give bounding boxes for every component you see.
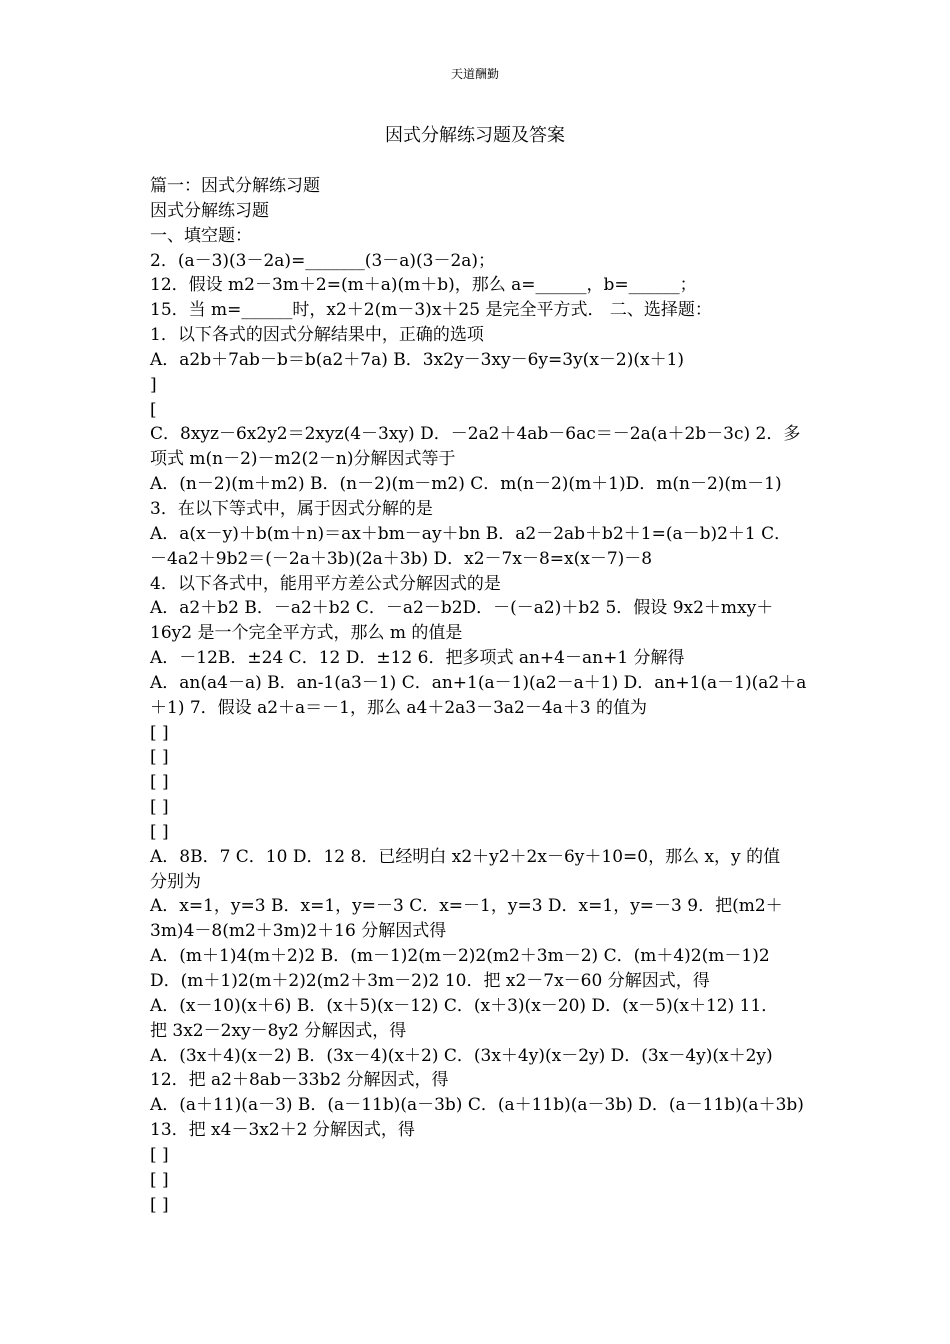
text-line: A．(m＋1)4(m＋2)2 B．(m－1)2(m－2)2(m2＋3m－2) C．(m＋4)2(m－1)2 [150,946,770,967]
text-line: 分别为 [150,871,201,892]
text-line: [ ] [150,772,169,793]
document-body [150,174,810,1217]
text-line: A．－12B．±24 C．12 D．±12 6．把多项式 an+4－an+1 分解得 [150,648,685,669]
text-line: [ ] [150,1194,169,1215]
text-line: [ ] [150,797,169,818]
text-line: [ ] [150,1144,169,1165]
text-line: 12．把 a2＋8ab－33b2 分解因式，得 [150,1070,449,1091]
text-line: 1．以下各式的因式分解结果中，正确的选项 [150,325,484,346]
text-line: 篇一：因式分解练习题 [150,176,320,196]
text-line: 一、填空题： [150,225,252,246]
text-line: 12．假设 m2－3m＋2=(m＋a)(m＋b)，那么 a=______，b=______； [150,275,697,296]
text-line: 2．(a－3)(3－2a)=_______(3－a)(3－2a)； [150,250,496,271]
text-line: 3m)4－8(m2＋3m)2＋16 分解因式得 [150,921,447,942]
text-line: [ ] [150,747,169,768]
page-header: 天道酬勤 [450,67,499,81]
text-line: 把 3x2－2xy－8y2 分解因式，得 [150,1020,407,1041]
text-line: A．(3x＋4)(x－2) B．(3x－4)(x＋2) C．(3x＋4y)(x－2y) D．(3x－4y)(x＋2y) [150,1045,773,1066]
text-line: 因式分解练习题 [150,200,269,221]
text-line: [ [150,399,157,420]
text-line: －4a2＋9b2＝(－2a＋3b)(2a＋3b) D．x2－7x－8=x(x－7)－8 [150,548,653,569]
text-line: ＋1) 7．假设 a2＋a＝－1，那么 a4＋2a3－3a2－4a＋3 的值为 [150,697,648,718]
text-line: A．(a＋11)(a－3) B．(a－11b)(a－3b) C．(a＋11b)(a－3b) D．(a－11b)(a＋3b) [150,1095,804,1116]
text-line: A．a2＋b2 B．－a2＋b2 C．－a2－b2D．－(－a2)＋b2 5．假设 9x2＋mxy＋ [150,598,774,619]
text-line: 16y2 是一个完全平方式，那么 m 的值是 [150,623,463,644]
text-line: [ ] [150,1169,169,1190]
text-line: [ ] [150,821,169,842]
text-line: 3．在以下等式中，属于因式分解的是 [150,498,433,519]
text-line: A．a(x－y)＋b(m＋n)＝ax＋bm－ay＋bn B．a2－2ab＋b2＋1=(a－b)2＋1 C． [150,523,792,544]
text-line: 4．以下各式中，能用平方差公式分解因式的是 [150,573,501,594]
text-line: C．8xyz－6x2y2＝2xyz(4－3xy) D．－2a2＋4ab－6ac＝－2a(a＋2b－3c) 2．多 [150,424,801,445]
document-title: 因式分解练习题及答案 [385,125,565,146]
text-line: A．x=1，y=3 B．x=1，y=－3 C．x=－1，y=3 D．x=1，y=－3 9．把(m2＋ [150,896,783,917]
text-line: A．(n－2)(m＋m2) B．(n－2)(m－m2) C．m(n－2)(m＋1)D．m(n－2)(m－1) [150,474,782,495]
text-line: ] [150,374,157,395]
text-line: D．(m＋1)2(m＋2)2(m2＋3m－2)2 10．把 x2－7x－60 分解因式，得 [150,971,710,991]
text-line: A．8B．7 C．10 D．12 8．已经明白 x2＋y2＋2x－6y＋10=0，那么 x，y 的值 [150,846,781,867]
text-line: 13．把 x4－3x2＋2 分解因式，得 [150,1120,415,1141]
text-line: A．a2b＋7ab－b＝b(a2＋7a) B．3x2y－3xy－6y=3y(x－2)(x＋1) [150,349,685,370]
text-line: 项式 m(n－2)－m2(2－n)分解因式等于 [150,449,456,470]
text-line: [ ] [150,722,169,743]
text-line: 15．当 m=______时，x2＋2(m－3)x＋25 是完全平方式． 二、选择题： [150,300,712,321]
text-line: A．an(a4－a) B．an-1(a3－1) C．an+1(a－1)(a2－a＋1) D．an+1(a－1)(a2＋a [150,672,807,693]
text-line: A．(x－10)(x＋6) B．(x＋5)(x－12) C．(x＋3)(x－20) D．(x－5)(x＋12) 11． [150,995,779,1016]
